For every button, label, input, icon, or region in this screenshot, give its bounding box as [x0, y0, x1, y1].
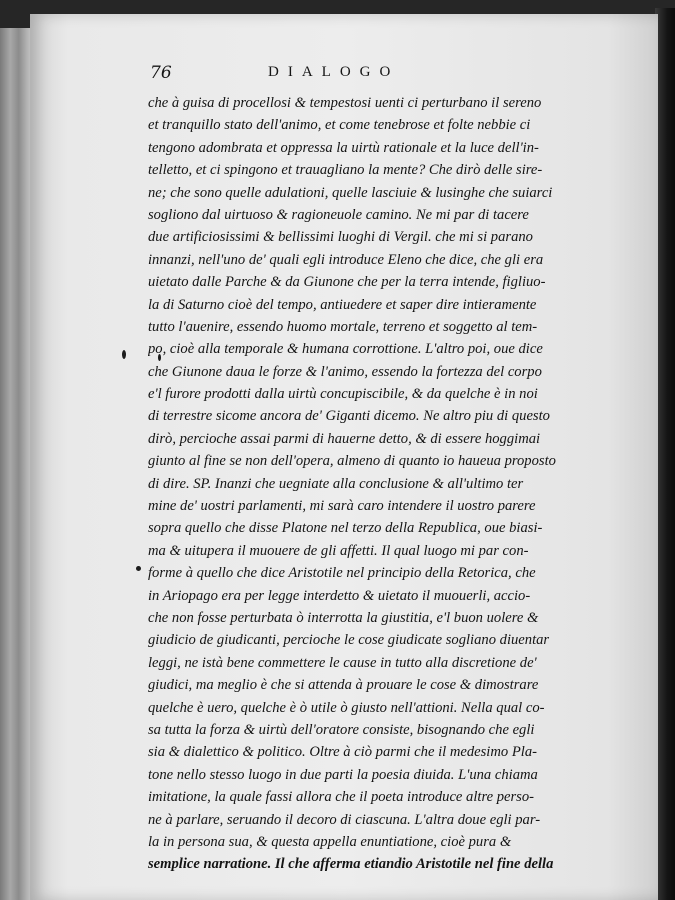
text-line: tengono adombrata et oppressa la uirtù rationale et la luce dell'in- — [148, 139, 539, 156]
text-line: due artificiosissimi & bellissimi luoghi di Vergil. che mi si parano — [148, 229, 533, 246]
text-line: mine de' uostri parlamenti, mi sarà caro intendere il uostro parere — [148, 498, 536, 515]
text-line: dirò, percioche assai parmi di hauerne detto, & di essere hoggimai — [148, 430, 541, 447]
text-line: giudici, ma meglio è che si attenda à prouare le cose & dimostrare — [148, 677, 539, 694]
text-line: ne à parlare, seruando il decoro di ciascuna. L'altra doue egli par- — [148, 811, 541, 828]
text-line: forme à quello che dice Aristotile nel principio della Retorica, che — [148, 565, 536, 582]
text-line: giudicio de giudicanti, percioche le cose giudicate sogliano diuentar — [148, 632, 550, 649]
ink-speck — [136, 566, 141, 571]
text-line: po, cioè alla temporale & humana corrottione. L'altro poi, oue dice — [148, 341, 543, 358]
text-line: che non fosse perturbata ò interrotta la giustitia, e'l buon uolere & — [148, 609, 539, 626]
text-line: sopra quello che disse Platone nel terzo della Republica, oue biasi- — [148, 520, 543, 537]
text-line: ne; che sono quelle adulationi, quelle lasciuie & lusinghe che suiarci — [148, 184, 553, 201]
text-line: tutto l'auenire, essendo huomo mortale, terreno et soggetto al tem- — [148, 318, 538, 335]
text-line: che à guisa di procellosi & tempestosi uenti ci perturbano il sereno — [148, 95, 542, 111]
text-line: che Giunone daua le forze & l'animo, essendo la fortezza del corpo — [148, 363, 542, 380]
body-text — [148, 92, 584, 876]
text-line: la di Saturno cioè del tempo, antiuedere et saper dire intieramente — [148, 296, 537, 313]
running-head — [150, 63, 580, 89]
text-line: leggi, ne istà bene commettere le cause in tutto alla discretione de' — [148, 654, 537, 671]
text-line: sia & dialettico & politico. Oltre à ciò parmi che il medesimo Pla- — [148, 744, 537, 761]
text-line: ma & uitupera il muouere de gli affetti. Il qual luogo mi par con- — [148, 542, 529, 559]
text-line: telletto, et ci spingono et trauagliano la mente? Che dirò delle sire- — [148, 162, 543, 179]
text-line: sogliono dal uirtuoso & ragioneuole camino. Ne mi par di tacere — [148, 206, 529, 223]
ink-speck — [122, 350, 126, 359]
text-line: et tranquillo stato dell'animo, et come tenebrose et folte nebbie ci — [148, 117, 531, 134]
text-line: giunto al fine se non dell'opera, almeno di quanto io haueua proposto — [148, 453, 556, 470]
text-line: di terrestre sicome ancora de' Giganti dicemo. Ne altro piu di questo — [148, 408, 550, 425]
running-title: DIALOGO — [268, 64, 400, 80]
facing-page-edge — [655, 8, 675, 900]
text-line: sa tutta la forza & uirtù dell'oratore consiste, bisognando che egli — [148, 721, 535, 738]
text-line: e'l furore prodotti dalla uirtù concupiscibile, & da quelche è in noi — [148, 386, 538, 403]
text-line: di dire. SP. Inanzi che uegniate alla conclusione & all'ultimo ter — [148, 475, 524, 492]
text-line: semplice narratione. Il che afferma etiandio Aristotile nel fine della — [148, 856, 554, 873]
text-line: quelche è uero, quelche è ò utile ò giusto nell'attioni. Nella qual co- — [148, 699, 545, 716]
page-number: 76 — [150, 63, 172, 83]
book-gutter — [0, 28, 34, 900]
text-line: uietato dalle Parche & da Giunone che per la terra intende, figliuo- — [148, 274, 546, 291]
text-line: la in persona sua, & questa appella enuntiatione, cioè pura & — [148, 833, 512, 850]
text-line: innanzi, nell'uno de' quali egli introduce Eleno che dice, che gli era — [148, 251, 544, 268]
text-line: tone nello stesso luogo in due parti la poesia diuida. L'una chiama — [148, 766, 538, 783]
text-line: imitatione, la quale fassi allora che il poeta introduce altre perso- — [148, 789, 535, 806]
text-line: in Ariopago era per legge interdetto & uietato il muouerli, accio- — [148, 587, 531, 604]
